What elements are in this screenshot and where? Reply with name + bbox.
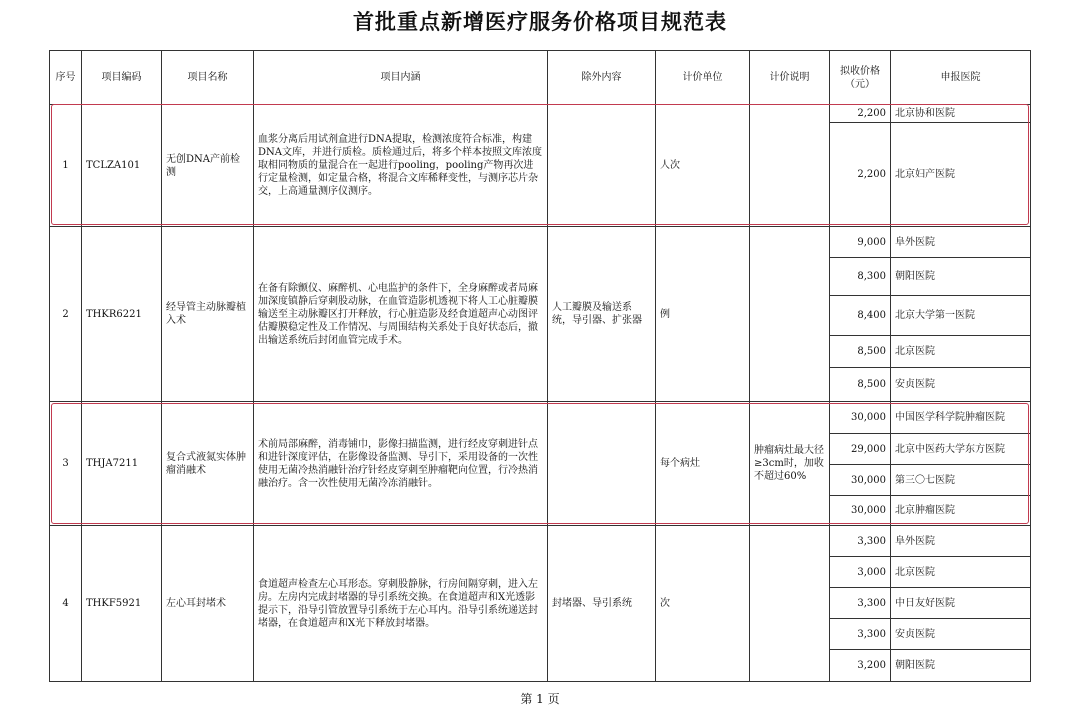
item-price: 2,200 [830,123,891,227]
item-exclusions [548,105,656,227]
price-table [49,50,1031,682]
item-hospital: 安贞医院 [891,368,1031,402]
item-code: TCLZA101 [82,105,162,227]
item-note: 肿瘤病灶最大径≥3cm时，加收不超过60% [750,402,830,526]
item-unit: 人次 [656,105,750,227]
item-name: 无创DNA产前检测 [162,105,254,227]
item-hospital: 阜外医院 [891,227,1031,258]
header-hospital: 申报医院 [891,51,1031,105]
item-hospital: 中日友好医院 [891,588,1031,619]
header-note: 计价说明 [750,51,830,105]
item-note [750,227,830,402]
item-content: 血浆分离后用试剂盒进行DNA提取，检测浓度符合标准，构建DNA文库，并进行质检。质检通过后，将多个样本按照文库浓度取相同物质的量混合在一起进行pooling，pooling产物再次进行定量检测，如定量合格，将混合文库稀释变性，与测序芯片杂交，上高通量测序仪测序。 [254,105,548,227]
item-hospital: 中国医学科学院肿瘤医院 [891,402,1031,434]
item-price: 3,300 [830,588,891,619]
item-seq: 1 [50,105,82,227]
item-hospital: 北京医院 [891,557,1031,588]
item-unit: 例 [656,227,750,402]
item-seq: 2 [50,227,82,402]
item-content: 食道超声检查左心耳形态。穿刺股静脉，行房间隔穿刺，进入左房。左房内完成封堵器的导引系统交换。在食道超声和X光透影提示下，沿导引管放置导引系统于左心耳内。沿导引系统递送封堵器，在食道超声和X光下释放封堵器。 [254,526,548,682]
item-content: 术前局部麻醉，消毒铺巾，影像扫描监测，进行经皮穿刺进针点和进针深度评估，在影像设备监测、导引下，采用设备的一次性使用无菌冷热消融针治疗针经皮穿刺至肿瘤靶向位置，行冷热消融治疗。含一次性使用无菌冷冻消融针。 [254,402,548,526]
item-price: 8,500 [830,336,891,368]
item-unit: 每个病灶 [656,402,750,526]
header-content: 项目内涵 [254,51,548,105]
item-price: 30,000 [830,402,891,434]
item-price: 9,000 [830,227,891,258]
item-price: 30,000 [830,496,891,526]
item-hospital: 朝阳医院 [891,258,1031,296]
item-hospital: 北京肿瘤医院 [891,496,1031,526]
item-exclusions: 人工瓣膜及输送系统，导引器、扩张器 [548,227,656,402]
item-seq: 4 [50,526,82,682]
page-number: 第 1 页 [520,692,560,706]
document-title: 首批重点新增医疗服务价格项目规范表 [353,9,727,34]
item-price: 3,300 [830,619,891,650]
table-header-row [50,51,1031,105]
header-exclusions: 除外内容 [548,51,656,105]
table-row [50,227,1031,258]
item-exclusions [548,402,656,526]
item-price: 30,000 [830,465,891,496]
item-price: 3,200 [830,650,891,682]
item-hospital: 北京协和医院 [891,105,1031,123]
item-hospital: 北京大学第一医院 [891,296,1031,336]
item-price: 8,500 [830,368,891,402]
header-price: 拟收价格（元） [830,51,891,105]
item-price: 3,300 [830,526,891,557]
item-hospital: 朝阳医院 [891,650,1031,682]
item-hospital: 北京妇产医院 [891,123,1031,227]
item-name: 经导管主动脉瓣植入术 [162,227,254,402]
item-note [750,526,830,682]
header-name: 项目名称 [162,51,254,105]
item-price: 29,000 [830,434,891,465]
item-hospital: 安贞医院 [891,619,1031,650]
item-price: 3,000 [830,557,891,588]
header-unit: 计价单位 [656,51,750,105]
item-seq: 3 [50,402,82,526]
item-exclusions: 封堵器、导引系统 [548,526,656,682]
header-seq: 序号 [50,51,82,105]
item-note [750,105,830,227]
item-hospital: 第三〇七医院 [891,465,1031,496]
item-hospital: 北京医院 [891,336,1031,368]
item-price: 8,400 [830,296,891,336]
table-row [50,105,1031,123]
item-hospital: 北京中医药大学东方医院 [891,434,1031,465]
header-code: 项目编码 [82,51,162,105]
item-hospital: 阜外医院 [891,526,1031,557]
item-name: 左心耳封堵术 [162,526,254,682]
table-row [50,526,1031,557]
item-price: 2,200 [830,105,891,123]
item-code: THJA7211 [82,402,162,526]
item-unit: 次 [656,526,750,682]
table-row [50,402,1031,434]
item-code: THKR6221 [82,227,162,402]
item-name: 复合式液氮实体肿瘤消融术 [162,402,254,526]
item-content: 在备有除颤仪、麻醉机、心电监护的条件下，全身麻醉或者局麻加深度镇静后穿刺股动脉，在血管造影机透视下将人工心脏瓣膜输送至主动脉瓣区打开释放，行心脏造影及经食道超声心动图评估瓣膜稳定性及工作情况、与周围结构关系处于良好状态后，撤出输送系统后封闭血管完成手术。 [254,227,548,402]
item-price: 8,300 [830,258,891,296]
item-code: THKF5921 [82,526,162,682]
